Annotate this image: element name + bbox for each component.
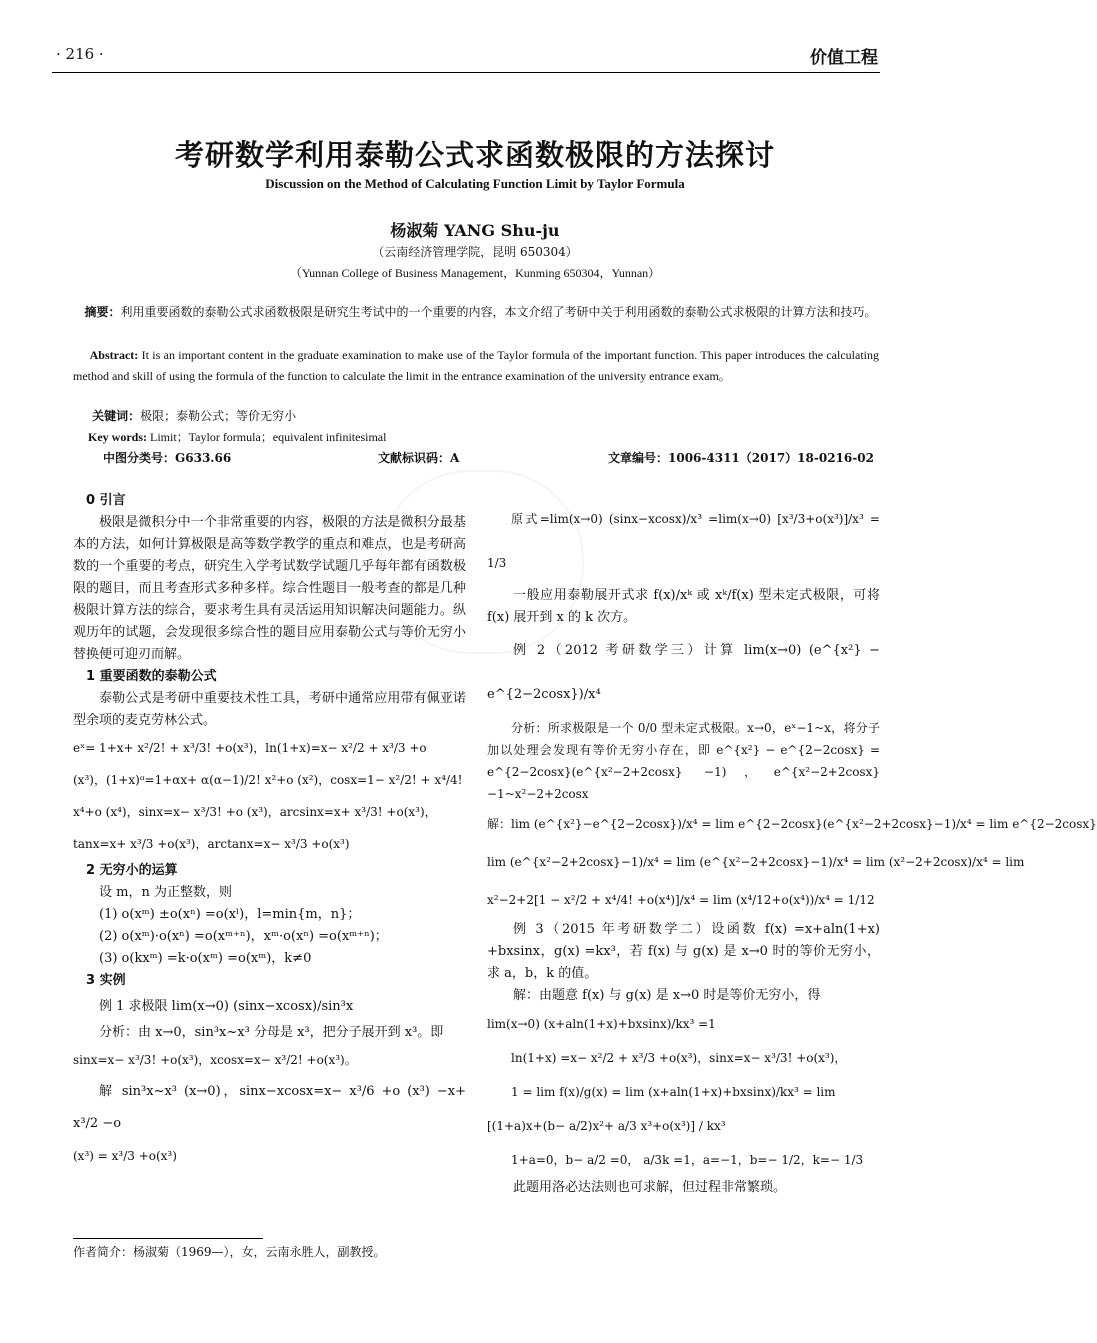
abstract-cn-text: 利用重要函数的泰勒公式求函数极限是研究生考试中的一个重要的内容，本文介绍了考研中关于利用函数的泰勒公式求极限的计算方法和技巧。 <box>120 305 877 319</box>
abstract-cn <box>73 302 879 323</box>
rule-3: (3) o(kxᵐ) =k·o(xᵐ) =o(xᵐ)，k≠0 <box>99 951 312 966</box>
author: 杨淑菊 YANG Shu-ju <box>390 221 560 240</box>
page-number: · 216 · <box>56 45 104 63</box>
abstract-en <box>73 345 879 387</box>
keywords-cn-label: 关键词： <box>92 409 141 423</box>
example-2: 例 2（2012 考研数学三）计算 lim(x→0) (e^{x²} − e^{2−2cosx})/x⁴ <box>487 643 880 702</box>
formula-line-2: (x³)，(1+x)ᵅ=1+αx+ α(α−1)/2! x²+o (x²)，cosx=1− x²/2! + x⁴/4! <box>73 773 463 787</box>
rule-2: (2) o(xᵐ)·o(xⁿ) =o(xᵐ⁺ⁿ)，xᵐ·o(xⁿ) =o(xᵐ⁺ⁿ)； <box>99 929 388 944</box>
analysis-1-formula: sinx=x− x³/3! +o(x³)，xcosx=x− x³/2! +o(x³)。 <box>73 1053 357 1067</box>
section-0-heading: 0 引言 <box>86 493 126 508</box>
solution-3-values: 1+a=0，b− a/2 =0， a/3k =1，a=−1，b=− 1/2，k=− 1/3 <box>511 1153 864 1167</box>
abstract-cn-label: 摘要： <box>84 305 121 319</box>
keywords-en <box>73 427 879 448</box>
solution-1: 解 sin³x~x³ (x→0)，sinx−xcosx=x− x³/6 +o (x³) −x+ x³/2 −o <box>73 1084 466 1131</box>
doc-code: 文献标识码：A <box>378 451 460 465</box>
author-footnote: 作者简介：杨淑菊（1969—），女，云南永胜人，副教授。 <box>73 1245 386 1259</box>
affiliation-cn: （云南经济管理学院，昆明 650304） <box>372 245 578 259</box>
rule-1: (1) o(xᵐ) ±o(xⁿ) =o(xˡ)，l=min{m，n}； <box>99 907 361 922</box>
keywords-cn <box>73 406 879 427</box>
solution-3-intro: 解：由题意 f(x) 与 g(x) 是 x→0 时是等价无穷小，得 <box>513 988 821 1003</box>
solution-2-line-1: 解：lim (e^{x²}−e^{2−2cosx})/x⁴ = lim e^{2−2cosx}(e^{x²−2+2cosx}−1)/x⁴ = lim e^{2−2cosx} <box>487 817 1097 831</box>
formula-line-3: x⁴+o (x⁴)，sinx=x− x³/3! +o (x³)，arcsinx=x+ x³/3! +o(x³)， <box>73 805 437 819</box>
section-2-heading: 2 无穷小的运算 <box>86 863 178 878</box>
paper-title: 考研数学利用泰勒公式求函数极限的方法探讨 <box>174 138 775 172</box>
article-number: 文章编号：1006-4311（2017）18-0216-02 <box>608 451 874 465</box>
analysis-2: 分析：所求极限是一个 0/0 型未定式极限。x→0，eˣ−1~x，将分子加以处理会发现有等价无穷小存在，即 e^{x²} − e^{2−2cosx} = e^{2−2cosx}(e^{x²−2+2cosx} −1)，e^{x²−2+2cosx} −1~x²−2+2cosx <box>487 721 880 801</box>
example-1: 例 1 求极限 lim(x→0) (sinx−xcosx)/sin³x <box>99 999 354 1014</box>
taylor-paragraph: 泰勒公式是考研中重要技术性工具，考研中通常应用带有佩亚诺型余项的麦克劳林公式。 <box>73 691 466 728</box>
journal-name: 价值工程 <box>810 48 878 68</box>
paper-subtitle: Discussion on the Method of Calculating Function Limit by Taylor Formula <box>265 176 685 191</box>
solution-3-expansions: ln(1+x) =x− x²/2 + x³/3 +o(x³)，sinx=x− x³/3! +o(x³)， <box>511 1051 847 1065</box>
infinitesimal-intro: 设 m，n 为正整数，则 <box>99 885 232 900</box>
closing-remark: 此题用洛必达法则也可求解，但过程非常繁琐。 <box>513 1180 787 1195</box>
footnote-rule <box>73 1238 263 1239</box>
header-rule <box>52 72 880 73</box>
general-method: 一般应用泰勒展开式求 f(x)/xᵏ 或 xᵏ/f(x) 型未定式极限，可将 f(x) 展开到 x 的 k 次方。 <box>487 588 880 625</box>
right-column <box>487 497 1097 1199</box>
formula-line-4: tanx=x+ x³/3 +o(x³)，arctanx=x− x³/3 +o(x³) <box>73 837 350 851</box>
example-3: 例 3（2015 年考研数学二）设函数 f(x) =x+aln(1+x) +bxsinx，g(x) =kx³，若 f(x) 与 g(x) 是 x→0 时的等价无穷小，求 a，b，k 的值。 <box>487 922 880 981</box>
section-3-heading: 3 实例 <box>86 973 126 988</box>
abstract-en-label: Abstract: <box>89 348 139 362</box>
abstract-en-text: It is an important content in the graduate examination to make use of the Taylor formula of the important function. This paper introduces the calculating method and skill of using the formula of the function to calculate the limit in the entrance examination of the university entrance exam。 <box>73 348 879 383</box>
solution-2-line-2: lim (e^{x²−2+2cosx}−1)/x⁴ = lim (e^{x²−2+2cosx}−1)/x⁴ = lim (x²−2+2cosx)/x⁴ = lim <box>487 855 1025 869</box>
solution-3-fraction: [(1+a)x+(b− a/2)x²+ a/3 x³+o(x³)] / kx³ <box>487 1119 726 1133</box>
solution-3-equation: 1 = lim f(x)/g(x) = lim (x+aln(1+x)+bxsinx)/kx³ = lim <box>511 1085 836 1099</box>
left-column <box>73 490 466 1172</box>
section-1-heading: 1 重要函数的泰勒公式 <box>86 669 217 684</box>
keywords-en-text: Limit；Taylor formula；equivalent infinitesimal <box>150 430 387 444</box>
example-1-result: 原式=lim(x→0) (sinx−xcosx)/x³ =lim(x→0) [x³/3+o(x³)]/x³ = 1/3 <box>487 512 880 570</box>
solution-1-result: (x³) = x³/3 +o(x³) <box>73 1149 177 1163</box>
clc-code: 中图分类号：G633.66 <box>103 451 232 465</box>
solution-2-line-3: x²−2+2[1 − x²/2 + x⁴/4! +o(x⁴)]/x⁴ = lim (x⁴/12+o(x⁴))/x⁴ = 1/12 <box>487 893 875 907</box>
solution-3-limit: lim(x→0) (x+aln(1+x)+bxsinx)/kx³ =1 <box>487 1017 716 1031</box>
affiliation-en: （Yunnan College of Business Management，Kunming 650304，Yunnan） <box>289 266 661 280</box>
keywords-cn-text: 极限；泰勒公式；等价无穷小 <box>140 409 297 423</box>
keywords-en-label: Key words: <box>88 430 147 444</box>
analysis-1: 分析：由 x→0，sin³x~x³ 分母是 x³，把分子展开到 x³。即 <box>99 1025 444 1040</box>
formula-line-1: eˣ= 1+x+ x²/2! + x³/3! +o(x³)，ln(1+x)=x− x²/2 + x³/3 +o <box>73 741 427 755</box>
intro-paragraph: 极限是微积分中一个非常重要的内容，极限的方法是微积分最基本的方法，如何计算极限是高等数学教学的重点和难点，也是考研高数的一个重要的考点，研究生入学考试数学试题几乎每年都有函数极限的题目，而且考查形式多种多样。综合性题目一般考查的都是几种极限计算方法的综合，要求考生具有灵活运用知识解决问题能力。纵观历年的试题，会发现很多综合性的题目应用泰勒公式与等价无穷小替换便可迎刃而解。 <box>73 515 466 662</box>
